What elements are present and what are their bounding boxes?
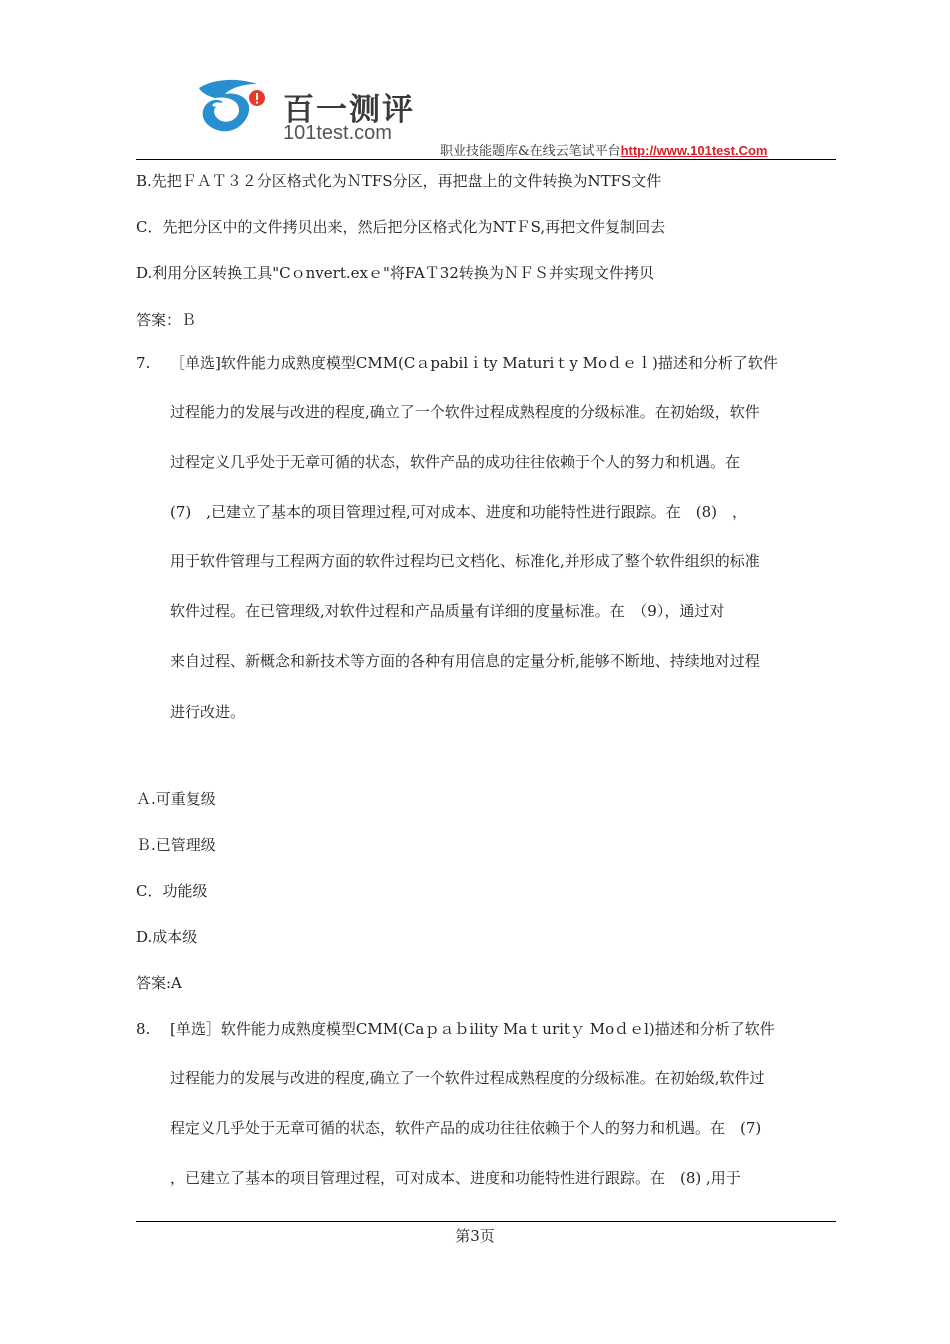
option-c-line: C．功能级 bbox=[136, 882, 208, 900]
question-text-line: 程定义几乎处于无章可循的状态，软件产品的成功往往依赖于个人的努力和机遇。在 (7) bbox=[170, 1119, 762, 1137]
question-text-line: 过程能力的发展与改进的程度,确立了一个软件过程成熟程度的分级标准。在初始级,软件过 bbox=[170, 1069, 765, 1087]
question-text-line: ［单选]软件能力成熟度模型CMM(Cａpabilｉty Maturiｔy Moｄｅｌ)描述和分析了软件 bbox=[170, 354, 778, 372]
option-d-line: D.利用分区转换工具"Cｏnvert.exｅ"将FAＴ32转换为ＮＦＳ并实现文件拷贝 bbox=[136, 264, 654, 282]
question-text-line: 软件过程。在已管理级,对软件过程和产品质量有详细的度量标准。在 （9），通过对 bbox=[170, 602, 725, 620]
answer-line: 答案：Ｂ bbox=[136, 311, 197, 329]
question-text-line: 用于软件管理与工程两方面的软件过程均已文档化、标准化,并形成了整个软件组织的标准 bbox=[170, 552, 760, 570]
logo-mark-icon bbox=[195, 76, 275, 148]
header-url-link[interactable]: http://www.101test.Com bbox=[620, 143, 768, 158]
question-text-line: ，已建立了基本的项目管理过程，可对成本、进度和功能特性进行跟踪。在 (8) ,用于 bbox=[170, 1169, 741, 1187]
option-d-line: D.成本级 bbox=[136, 928, 198, 946]
question-text-line: 进行改进。 bbox=[170, 703, 246, 721]
header-tagline bbox=[440, 140, 767, 159]
question-text-line: 来自过程、新概念和新技术等方面的各种有用信息的定量分析,能够不断地、持续地对过程 bbox=[170, 652, 760, 670]
question-number: 8. bbox=[136, 1020, 151, 1038]
question-text-line: 过程定义几乎处于无章可循的状态，软件产品的成功往往依赖于个人的努力和机遇。在 bbox=[170, 453, 741, 471]
header-divider bbox=[136, 159, 836, 160]
answer-line: 答案:A bbox=[136, 974, 182, 992]
question-text-line: (7) ,已建立了基本的项目管理过程,可对成本、进度和功能特性进行跟踪。在 (8) ， bbox=[170, 503, 748, 521]
logo-chinese-text: 百一测评 bbox=[283, 92, 415, 128]
logo bbox=[195, 76, 435, 148]
option-c-line: C．先把分区中的文件拷贝出来，然后把分区格式化为NTＦS,再把文件复制回去 bbox=[136, 218, 666, 236]
option-b-line: Ｂ.已管理级 bbox=[136, 836, 216, 854]
question-number: 7. bbox=[136, 354, 151, 372]
tagline-text: 职业技能题库&在线云笔试平台 bbox=[440, 144, 621, 159]
question-text-line: 过程能力的发展与改进的程度,确立了一个软件过程成熟程度的分级标准。在初始级，软件 bbox=[170, 403, 760, 421]
option-b-line: B.先把ＦＡＴ３２分区格式化为ＮTFS分区，再把盘上的文件转换为NTFS文件 bbox=[136, 172, 662, 190]
question-text-line: [单选］软件能力成熟度模型CMM(Caｐａｂility Maｔuritｙ Moｄｅl)描述和分析了软件 bbox=[170, 1020, 775, 1038]
footer-divider bbox=[136, 1221, 836, 1222]
option-a-line: Ａ.可重复级 bbox=[136, 790, 216, 808]
logo-english-text: 101test.com bbox=[283, 122, 392, 144]
page-number: 第3页 bbox=[455, 1227, 495, 1245]
